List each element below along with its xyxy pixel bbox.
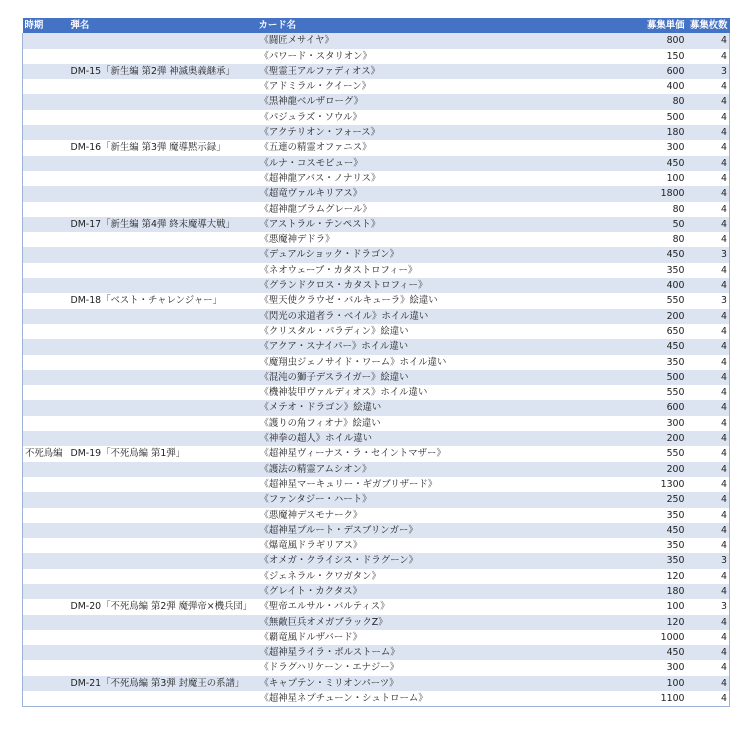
card-name-cell[interactable]: 《グランドクロス・カタストロフィー》 [257, 278, 640, 293]
price-cell[interactable]: 500 [640, 110, 687, 125]
card-name-cell[interactable]: 《超神星プルート・デスブリンガー》 [257, 523, 640, 538]
price-cell[interactable]: 650 [640, 324, 687, 339]
price-cell[interactable]: 350 [640, 553, 687, 568]
set-name-cell[interactable] [69, 339, 257, 354]
price-cell[interactable]: 350 [640, 355, 687, 370]
era-cell[interactable] [23, 64, 69, 79]
header-era[interactable]: 時期 [23, 18, 69, 33]
price-cell[interactable]: 200 [640, 462, 687, 477]
card-name-cell[interactable]: 《アストラル・テンペスト》 [257, 217, 640, 232]
era-cell[interactable] [23, 431, 69, 446]
card-name-cell[interactable]: 《混沌の獅子デスライガー》絵違い [257, 370, 640, 385]
quantity-cell[interactable]: 4 [687, 339, 730, 354]
era-cell[interactable] [23, 355, 69, 370]
card-name-cell[interactable]: 《魔翔虫ジェノサイド・ワーム》ホイル違い [257, 355, 640, 370]
card-name-cell[interactable]: 《超神星マーキュリー・ギガブリザード》 [257, 477, 640, 492]
era-cell[interactable] [23, 615, 69, 630]
quantity-cell[interactable]: 4 [687, 630, 730, 645]
quantity-cell[interactable]: 4 [687, 615, 730, 630]
set-name-cell[interactable]: DM-17「新生編 第4弾 終末魔導大戦」 [69, 217, 257, 232]
table-row [23, 400, 730, 415]
quantity-cell[interactable]: 4 [687, 309, 730, 324]
set-name-cell[interactable] [69, 33, 257, 48]
price-cell[interactable]: 1000 [640, 630, 687, 645]
table-row [23, 247, 730, 262]
card-name-cell[interactable]: 《アクテリオン・フォース》 [257, 125, 640, 140]
table-row [23, 171, 730, 186]
table-row [23, 339, 730, 354]
quantity-cell[interactable]: 4 [687, 125, 730, 140]
card-name-cell[interactable]: 《オメガ・クライシス・ドラグーン》 [257, 553, 640, 568]
card-name-cell[interactable]: 《デュアルショック・ドラゴン》 [257, 247, 640, 262]
era-cell[interactable] [23, 538, 69, 553]
price-cell[interactable]: 80 [640, 232, 687, 247]
era-cell[interactable] [23, 370, 69, 385]
quantity-cell[interactable]: 4 [687, 462, 730, 477]
set-name-cell[interactable] [69, 49, 257, 64]
card-name-cell[interactable]: 《アドミラル・クイーン》 [257, 79, 640, 94]
quantity-cell[interactable]: 4 [687, 370, 730, 385]
quantity-cell[interactable]: 3 [687, 293, 730, 308]
table-row [23, 49, 730, 64]
era-cell[interactable] [23, 309, 69, 324]
era-cell[interactable] [23, 645, 69, 660]
price-cell[interactable]: 300 [640, 416, 687, 431]
header-qty[interactable]: 募集枚数 [687, 18, 730, 33]
era-cell[interactable] [23, 94, 69, 109]
quantity-cell[interactable]: 3 [687, 599, 730, 614]
table-row [23, 385, 730, 400]
era-cell[interactable] [23, 324, 69, 339]
quantity-cell[interactable]: 4 [687, 278, 730, 293]
era-cell[interactable] [23, 293, 69, 308]
set-name-cell[interactable] [69, 247, 257, 262]
price-cell[interactable]: 1100 [640, 691, 687, 707]
card-name-cell[interactable]: 《グレイト・カクタス》 [257, 584, 640, 599]
set-name-cell[interactable] [69, 309, 257, 324]
table-row [23, 64, 730, 79]
era-cell[interactable] [23, 492, 69, 507]
quantity-cell[interactable]: 4 [687, 538, 730, 553]
table-row [23, 691, 730, 707]
card-name-cell[interactable]: 《神拳の超人》ホイル違い [257, 431, 640, 446]
quantity-cell[interactable]: 4 [687, 645, 730, 660]
era-cell[interactable] [23, 186, 69, 201]
quantity-cell[interactable]: 4 [687, 569, 730, 584]
card-name-cell[interactable]: 《機神装甲ヴァルディオス》ホイル違い [257, 385, 640, 400]
quantity-cell[interactable]: 4 [687, 691, 730, 707]
price-cell[interactable]: 200 [640, 309, 687, 324]
set-name-cell[interactable] [69, 615, 257, 630]
set-name-cell[interactable] [69, 477, 257, 492]
quantity-cell[interactable]: 4 [687, 660, 730, 675]
card-name-cell[interactable]: 《パジュラズ・ソウル》 [257, 110, 640, 125]
card-name-cell[interactable]: 《ネオウェーブ・カタストロフィー》 [257, 263, 640, 278]
table-row [23, 615, 730, 630]
quantity-cell[interactable]: 4 [687, 79, 730, 94]
set-name-cell[interactable]: DM-21「不死鳥編 第3弾 封魔王の系譜」 [69, 676, 257, 691]
table-row [23, 156, 730, 171]
set-name-cell[interactable] [69, 660, 257, 675]
table-row [23, 523, 730, 538]
quantity-cell[interactable]: 4 [687, 140, 730, 155]
set-name-cell[interactable]: DM-16「新生編 第3弾 魔導黙示録」 [69, 140, 257, 155]
table-row [23, 477, 730, 492]
card-name-cell[interactable]: 《悪魔神デドラ》 [257, 232, 640, 247]
era-cell[interactable] [23, 278, 69, 293]
card-name-cell[interactable]: 《護法の精霊アムシオン》 [257, 462, 640, 477]
card-name-cell[interactable]: 《ドラグハリケーン・エナジー》 [257, 660, 640, 675]
era-cell[interactable] [23, 630, 69, 645]
set-name-cell[interactable] [69, 110, 257, 125]
era-cell[interactable] [23, 217, 69, 232]
era-cell[interactable] [23, 660, 69, 675]
card-name-cell[interactable]: 《黒神龍ベルザローグ》 [257, 94, 640, 109]
card-wanted-table [22, 18, 730, 707]
card-name-cell[interactable]: 《五連の精霊オファニス》 [257, 140, 640, 155]
set-name-cell[interactable] [69, 492, 257, 507]
quantity-cell[interactable]: 4 [687, 202, 730, 217]
quantity-cell[interactable]: 4 [687, 33, 730, 48]
era-cell[interactable] [23, 140, 69, 155]
card-name-cell[interactable]: 《アクア・スナイパー》ホイル違い [257, 339, 640, 354]
era-cell[interactable] [23, 599, 69, 614]
set-name-cell[interactable] [69, 156, 257, 171]
era-cell[interactable] [23, 49, 69, 64]
era-cell[interactable] [23, 171, 69, 186]
set-name-cell[interactable] [69, 553, 257, 568]
era-cell[interactable] [23, 400, 69, 415]
era-cell[interactable] [23, 232, 69, 247]
set-name-cell[interactable]: DM-19「不死鳥編 第1弾」 [69, 446, 257, 461]
quantity-cell[interactable]: 4 [687, 385, 730, 400]
card-name-cell[interactable]: 《覇竜風ドルザバード》 [257, 630, 640, 645]
table-row [23, 94, 730, 109]
era-cell[interactable] [23, 202, 69, 217]
era-cell[interactable] [23, 569, 69, 584]
quantity-cell[interactable]: 4 [687, 446, 730, 461]
table-row [23, 263, 730, 278]
set-name-cell[interactable]: DM-18「ベスト・チャレンジャー」 [69, 293, 257, 308]
set-name-cell[interactable] [69, 569, 257, 584]
price-cell[interactable]: 350 [640, 538, 687, 553]
quantity-cell[interactable]: 4 [687, 416, 730, 431]
table-row [23, 355, 730, 370]
price-cell[interactable]: 550 [640, 446, 687, 461]
set-name-cell[interactable] [69, 186, 257, 201]
card-name-cell[interactable]: 《超神龍アバス・ノナリス》 [257, 171, 640, 186]
card-name-cell[interactable]: 《聖帝エルサル・バルティス》 [257, 599, 640, 614]
set-name-cell[interactable]: DM-15「新生編 第2弾 神滅奥義継承」 [69, 64, 257, 79]
era-cell[interactable] [23, 416, 69, 431]
table-row [23, 584, 730, 599]
set-name-cell[interactable] [69, 385, 257, 400]
price-cell[interactable]: 80 [640, 94, 687, 109]
era-cell[interactable] [23, 156, 69, 171]
set-name-cell[interactable] [69, 431, 257, 446]
quantity-cell[interactable]: 4 [687, 355, 730, 370]
card-name-cell[interactable]: 《パワード・スタリオン》 [257, 49, 640, 64]
price-cell[interactable]: 120 [640, 569, 687, 584]
set-name-cell[interactable] [69, 263, 257, 278]
set-name-cell[interactable] [69, 523, 257, 538]
set-name-cell[interactable] [69, 400, 257, 415]
price-cell[interactable]: 250 [640, 492, 687, 507]
price-cell[interactable]: 350 [640, 263, 687, 278]
price-cell[interactable]: 50 [640, 217, 687, 232]
header-card[interactable]: カード名 [257, 18, 640, 33]
card-name-cell[interactable]: 《爆竜風ドラギリアス》 [257, 538, 640, 553]
era-cell[interactable] [23, 33, 69, 48]
quantity-cell[interactable]: 4 [687, 110, 730, 125]
quantity-cell[interactable]: 4 [687, 523, 730, 538]
price-cell[interactable]: 200 [640, 431, 687, 446]
price-cell[interactable]: 100 [640, 676, 687, 691]
table-row [23, 79, 730, 94]
quantity-cell[interactable]: 3 [687, 64, 730, 79]
era-cell[interactable] [23, 477, 69, 492]
quantity-cell[interactable]: 4 [687, 49, 730, 64]
price-cell[interactable]: 450 [640, 156, 687, 171]
card-name-cell[interactable]: 《超神星ヴィーナス・ラ・セイントマザー》 [257, 446, 640, 461]
table-row [23, 462, 730, 477]
header-set[interactable]: 弾名 [69, 18, 257, 33]
table-row [23, 217, 730, 232]
price-cell[interactable]: 400 [640, 79, 687, 94]
set-name-cell[interactable] [69, 508, 257, 523]
card-name-cell[interactable]: 《閃光の求道者ラ・ベイル》ホイル違い [257, 309, 640, 324]
price-cell[interactable]: 550 [640, 385, 687, 400]
header-row [23, 18, 730, 33]
table-row [23, 569, 730, 584]
set-name-cell[interactable] [69, 125, 257, 140]
table-row [23, 538, 730, 553]
quantity-cell[interactable]: 4 [687, 324, 730, 339]
set-name-cell[interactable] [69, 202, 257, 217]
table-row [23, 370, 730, 385]
price-cell[interactable]: 100 [640, 599, 687, 614]
set-name-cell[interactable] [69, 691, 257, 707]
era-cell[interactable] [23, 263, 69, 278]
quantity-cell[interactable]: 4 [687, 232, 730, 247]
table-row [23, 645, 730, 660]
price-cell[interactable]: 600 [640, 64, 687, 79]
card-name-cell[interactable]: 《超神龍ブラムグレール》 [257, 202, 640, 217]
era-cell[interactable] [23, 676, 69, 691]
table-row [23, 232, 730, 247]
price-cell[interactable]: 450 [640, 247, 687, 262]
set-name-cell[interactable] [69, 645, 257, 660]
card-name-cell[interactable]: 《ファンタジー・ハート》 [257, 492, 640, 507]
price-cell[interactable]: 350 [640, 508, 687, 523]
set-name-cell[interactable]: DM-20「不死鳥編 第2弾 魔弾帝×機兵団」 [69, 599, 257, 614]
price-cell[interactable]: 450 [640, 339, 687, 354]
set-name-cell[interactable] [69, 538, 257, 553]
table-row [23, 553, 730, 568]
quantity-cell[interactable]: 4 [687, 508, 730, 523]
table-row [23, 599, 730, 614]
era-cell[interactable] [23, 553, 69, 568]
era-cell[interactable] [23, 523, 69, 538]
table-row [23, 110, 730, 125]
set-name-cell[interactable] [69, 79, 257, 94]
price-cell[interactable]: 450 [640, 645, 687, 660]
price-cell[interactable]: 1800 [640, 186, 687, 201]
set-name-cell[interactable] [69, 462, 257, 477]
quantity-cell[interactable]: 4 [687, 156, 730, 171]
era-cell[interactable] [23, 462, 69, 477]
quantity-cell[interactable]: 4 [687, 400, 730, 415]
set-name-cell[interactable] [69, 584, 257, 599]
card-name-cell[interactable]: 《メテオ・ドラゴン》絵違い [257, 400, 640, 415]
card-name-cell[interactable]: 《悪魔神デスモナーク》 [257, 508, 640, 523]
table-row [23, 446, 730, 461]
price-cell[interactable]: 500 [640, 370, 687, 385]
price-cell[interactable]: 400 [640, 278, 687, 293]
quantity-cell[interactable]: 4 [687, 217, 730, 232]
era-cell[interactable] [23, 508, 69, 523]
set-name-cell[interactable] [69, 630, 257, 645]
price-cell[interactable]: 1300 [640, 477, 687, 492]
card-name-cell[interactable]: 《超神星ネプチューン・シュトローム》 [257, 691, 640, 707]
quantity-cell[interactable]: 4 [687, 263, 730, 278]
set-name-cell[interactable] [69, 278, 257, 293]
era-cell[interactable] [23, 584, 69, 599]
table-row [23, 186, 730, 201]
price-cell[interactable]: 180 [640, 125, 687, 140]
price-cell[interactable]: 80 [640, 202, 687, 217]
quantity-cell[interactable]: 4 [687, 186, 730, 201]
price-cell[interactable]: 800 [640, 33, 687, 48]
era-cell[interactable] [23, 691, 69, 707]
header-price[interactable]: 募集単価 [640, 18, 687, 33]
table-row [23, 416, 730, 431]
quantity-cell[interactable]: 4 [687, 584, 730, 599]
quantity-cell[interactable]: 4 [687, 492, 730, 507]
quantity-cell[interactable]: 4 [687, 431, 730, 446]
era-cell[interactable] [23, 247, 69, 262]
era-cell[interactable] [23, 79, 69, 94]
table-row [23, 630, 730, 645]
table-row [23, 278, 730, 293]
quantity-cell[interactable]: 4 [687, 171, 730, 186]
card-name-cell[interactable]: 《超神星ライラ・ボルストーム》 [257, 645, 640, 660]
table-row [23, 293, 730, 308]
table-body [23, 33, 730, 707]
table-row [23, 492, 730, 507]
set-name-cell[interactable] [69, 171, 257, 186]
table-row [23, 140, 730, 155]
card-name-cell[interactable]: 《クリスタル・パラディン》絵違い [257, 324, 640, 339]
quantity-cell[interactable]: 3 [687, 247, 730, 262]
table-row [23, 202, 730, 217]
card-name-cell[interactable]: 《聖霊王アルファディオス》 [257, 64, 640, 79]
set-name-cell[interactable] [69, 232, 257, 247]
set-name-cell[interactable] [69, 94, 257, 109]
set-name-cell[interactable] [69, 355, 257, 370]
era-cell[interactable] [23, 125, 69, 140]
price-cell[interactable]: 150 [640, 49, 687, 64]
card-name-cell[interactable]: 《聖天使クラウゼ・バルキューラ》絵違い [257, 293, 640, 308]
era-cell[interactable]: 不死鳥編 [23, 446, 69, 461]
set-name-cell[interactable] [69, 416, 257, 431]
card-name-cell[interactable]: 《護りの角フィオナ》絵違い [257, 416, 640, 431]
era-cell[interactable] [23, 385, 69, 400]
card-wanted-sheet [22, 18, 729, 707]
price-cell[interactable]: 550 [640, 293, 687, 308]
quantity-cell[interactable]: 3 [687, 553, 730, 568]
card-name-cell[interactable]: 《無敵巨兵オメガブラックZ》 [257, 615, 640, 630]
era-cell[interactable] [23, 110, 69, 125]
quantity-cell[interactable]: 4 [687, 477, 730, 492]
table-row [23, 309, 730, 324]
table-row [23, 125, 730, 140]
card-name-cell[interactable]: 《闘匠メサイヤ》 [257, 33, 640, 48]
era-cell[interactable] [23, 339, 69, 354]
table-row [23, 676, 730, 691]
card-name-cell[interactable]: 《ジェネラル・クワガタン》 [257, 569, 640, 584]
price-cell[interactable]: 300 [640, 140, 687, 155]
quantity-cell[interactable]: 4 [687, 676, 730, 691]
price-cell[interactable]: 300 [640, 660, 687, 675]
price-cell[interactable]: 180 [640, 584, 687, 599]
price-cell[interactable]: 100 [640, 171, 687, 186]
table-row [23, 508, 730, 523]
quantity-cell[interactable]: 4 [687, 94, 730, 109]
set-name-cell[interactable] [69, 370, 257, 385]
card-name-cell[interactable]: 《超竜ヴァルキリアス》 [257, 186, 640, 201]
card-name-cell[interactable]: 《ルナ・コスモビュー》 [257, 156, 640, 171]
price-cell[interactable]: 120 [640, 615, 687, 630]
price-cell[interactable]: 600 [640, 400, 687, 415]
price-cell[interactable]: 450 [640, 523, 687, 538]
table-row [23, 431, 730, 446]
card-name-cell[interactable]: 《キャプテン・ミリオンパーツ》 [257, 676, 640, 691]
table-row [23, 33, 730, 48]
table-row [23, 324, 730, 339]
set-name-cell[interactable] [69, 324, 257, 339]
table-row [23, 660, 730, 675]
